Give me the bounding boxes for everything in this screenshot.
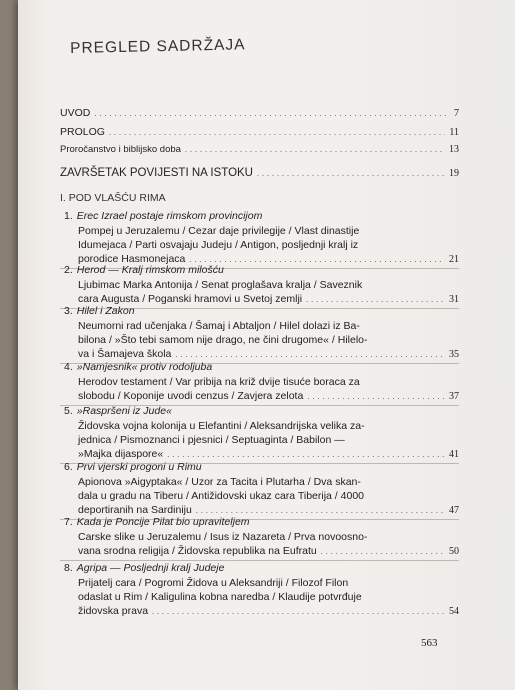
chapter-last-line [78, 347, 459, 362]
leader-dots [306, 293, 445, 307]
toc-entry-label: Proročanstvo i biblijsko doba [60, 144, 181, 155]
chapter-last-line-page: 54 [449, 606, 459, 617]
chapter-description-line: Herodov testament / Var pribija na križ dvije tisuće boraca za [78, 376, 360, 388]
chapter-title-text: »Namjesnik« protiv rodoljuba [76, 361, 213, 373]
chapter-title [64, 405, 172, 417]
page-number: 563 [421, 637, 438, 649]
chapter-last-line-label: slobodu / Koponije uvodi cenzus / Zavjera zelota [78, 390, 304, 402]
book-page [18, 0, 515, 690]
chapter-last-line-page: 50 [449, 546, 459, 557]
chapter-number: 8. [64, 562, 73, 574]
chapter-number: 6. [64, 461, 73, 473]
chapter-description-line: odaslat u Rim / Kaligulina kobna naredba / Klaudije potvrđuje [78, 591, 362, 603]
toc-entry [60, 126, 459, 138]
leader-dots [189, 253, 445, 267]
leader-dots [321, 545, 445, 559]
chapter-last-line [78, 604, 459, 619]
section-entry-label: ZAVRŠETAK POVIJESTI NA ISTOKU [60, 167, 253, 179]
leader-dots [307, 390, 445, 404]
chapter-title [64, 264, 224, 276]
leader-dots [167, 448, 445, 462]
chapter-last-line-label: »Majka dijaspore« [78, 448, 164, 460]
leader-dots [257, 168, 445, 179]
toc-entry [60, 107, 459, 119]
chapter-description-line: Idumejaca / Parti osvajaju Judeju / Antigon, posljednji kralj iz [78, 239, 359, 251]
chapter-last-line-page: 31 [449, 294, 459, 305]
chapter-last-line [78, 447, 459, 462]
chapter-title [64, 461, 202, 473]
chapter-last-line [78, 389, 459, 404]
chapter-title-text: Prvi vjerski progoni u Rimu [76, 461, 202, 473]
chapter-description-line: Ljubimac Marka Antonija / Senat proglašava kralja / Saveznik [78, 279, 363, 291]
chapter-last-line-label: vana srodna religija / Židovska republika na Eufratu [78, 545, 317, 557]
chapter-last-line-label: deportiranih na Sardiniju [78, 504, 192, 516]
leader-dots [152, 605, 445, 619]
chapter-number: 7. [64, 516, 73, 528]
toc-entry-label: PROLOG [60, 126, 105, 138]
leader-dots [94, 108, 450, 119]
chapter-description-line: dala u gradu na Tiberu / Antižidovski ukaz cara Tiberija / 4000 [78, 490, 365, 502]
chapter-title [64, 516, 250, 528]
chapter-title-text: Kada je Poncije Pilat bio upraviteljem [76, 516, 250, 528]
toc-entry-page: 11 [449, 127, 459, 138]
chapter-description-line: bilona / »Što tebi samom nije drago, ne čini drugome« / Hilelo- [78, 334, 368, 346]
chapter-number: 5. [64, 405, 73, 417]
chapter-number: 4. [64, 361, 73, 373]
chapter-description-line: Neumorni rad učenjaka / Šamaj i Abtaljon / Hilel dolazi iz Ba- [78, 320, 360, 332]
chapter-title [64, 210, 262, 222]
chapter-number: 1. [64, 210, 73, 222]
chapter-last-line [78, 292, 459, 307]
chapter-last-line-page: 41 [449, 449, 459, 460]
chapter-description-line: Carske slike u Jeruzalemu / Isus iz Nazareta / Prva novoosno- [78, 531, 368, 543]
chapter-title [64, 305, 135, 317]
chapter-title [64, 361, 212, 373]
chapter-title-text: Hilel i Zakon [76, 305, 135, 317]
chapter-description-line: jednica / Pismoznanci i pjesnici / Septuaginta / Babilon — [78, 434, 345, 446]
toc-entry-page: 13 [449, 144, 459, 155]
section-entry-page: 19 [449, 168, 459, 179]
toc-entry-label: UVOD [60, 107, 91, 119]
toc-entry [60, 144, 459, 155]
chapter-last-line-label: cara Augusta / Poganski hramovi u Svetoj zemlji [78, 293, 303, 305]
chapter-last-line-page: 21 [449, 254, 459, 265]
toc-entry-page: 7 [454, 108, 459, 119]
chapter-title-text: »Raspršeni iz Jude« [76, 405, 172, 417]
chapter-title-text: Agripa — Posljednji kralj Judeje [76, 562, 225, 574]
chapter-description-line: Židovska vojna kolonija u Elefantini / Aleksandrijska velika za- [78, 420, 365, 432]
chapter-last-line-page: 35 [449, 349, 459, 360]
chapter-last-line-page: 47 [449, 505, 459, 516]
leader-dots [185, 144, 445, 155]
section-entry [60, 167, 459, 179]
chapter-last-line-label: porodice Hasmonejaca [78, 253, 186, 265]
chapter-description-line: Prijatelj cara / Pogromi Židova u Aleksandriji / Filozof Filon [78, 577, 349, 589]
page-title: PREGLED SADRŽAJA [70, 36, 246, 57]
chapter-last-line [78, 544, 459, 559]
leader-dots [175, 348, 445, 362]
chapter-last-line-label: va i Šamajeva škola [78, 348, 172, 360]
leader-dots [109, 127, 445, 138]
chapter-number: 3. [64, 305, 73, 317]
chapter-title-text: Herod — Kralj rimskom milošću [76, 264, 224, 276]
table-of-contents [18, 0, 515, 690]
chapter-title-text: Erec Izrael postaje rimskom provincijom [76, 210, 263, 222]
chapter-last-line-label: židovska prava [78, 605, 149, 617]
chapter-description-line: Apionova »Aigyptaka« / Uzor za Tacita i Plutarha / Dva skan- [78, 476, 361, 488]
chapter-description-line: Pompej u Jeruzalemu / Cezar daje privilegije / Vlast dinastije [78, 225, 360, 237]
chapter-title [64, 562, 224, 574]
chapter-last-line-page: 37 [449, 391, 459, 402]
chapter-divider [60, 560, 459, 561]
part-heading: I. POD VLAŠĆU RIMA [60, 192, 166, 204]
chapter-number: 2. [64, 264, 73, 276]
